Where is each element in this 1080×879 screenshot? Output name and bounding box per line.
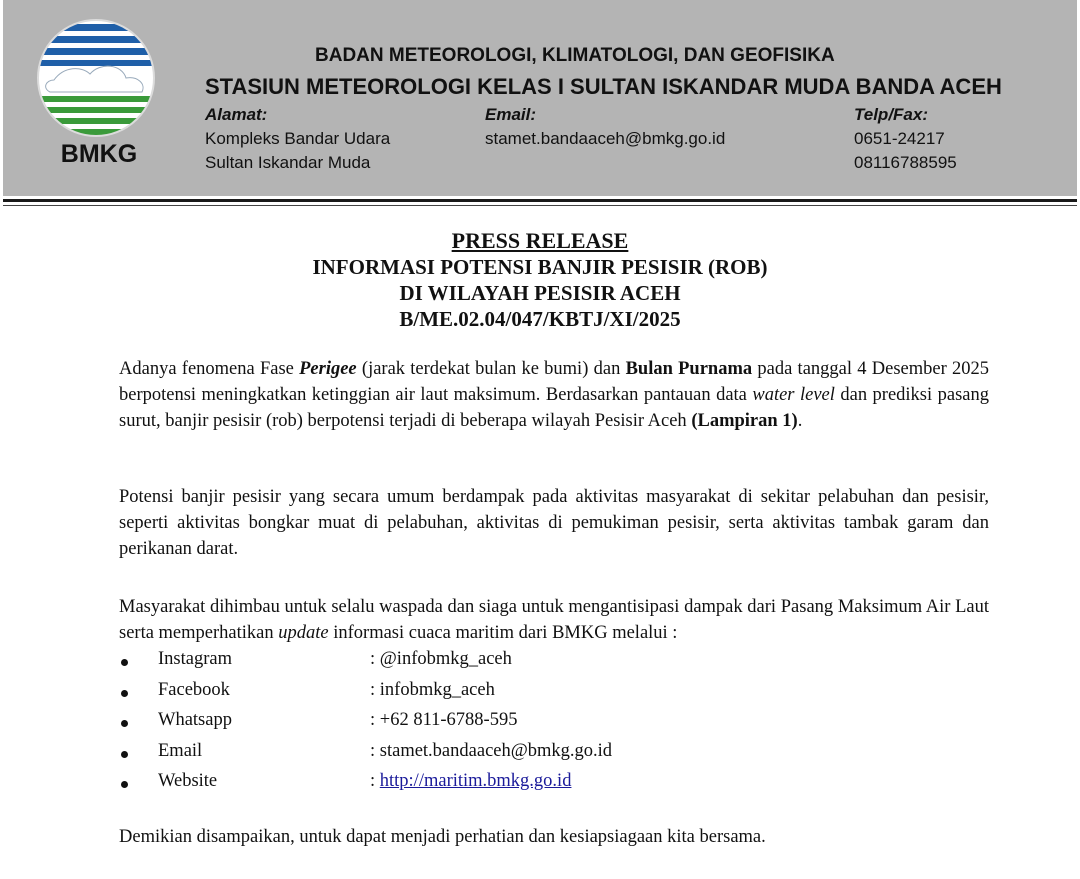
p1-text-2: (jarak terdekat bulan ke bumi) dan — [356, 359, 626, 379]
bullet-icon — [121, 659, 128, 666]
p1-text-1: Adanya fenomena Fase — [119, 359, 300, 379]
bullet-icon — [121, 690, 128, 697]
list-item — [119, 649, 819, 680]
lampiran-ref: (Lampiran 1) — [691, 411, 798, 431]
logo-wordmark: BMKG — [60, 140, 138, 168]
contact-value: : infobmkg_aceh — [370, 679, 495, 700]
title-line2: DI WILAYAH PESISIR ACEH — [399, 281, 681, 305]
address-line1: Kompleks Bandar Udara — [205, 129, 391, 148]
website-colon: : — [370, 771, 380, 791]
contact-value: : @infobmkg_aceh — [370, 649, 512, 669]
bullet-icon — [121, 720, 128, 727]
email-block — [485, 103, 725, 151]
contact-list — [119, 649, 819, 802]
bullet-icon — [121, 751, 128, 758]
document-number: B/ME.02.04/047/KBTJ/XI/2025 — [399, 307, 681, 331]
email-label: Email: — [485, 105, 537, 124]
contact-label: Whatsapp — [158, 710, 232, 730]
contact-label: Website — [158, 771, 218, 791]
bmkg-logo-icon — [34, 16, 158, 140]
letterhead — [3, 0, 1077, 196]
bulan-purnama-term: Bulan Purnama — [625, 359, 753, 379]
title-block — [0, 228, 1080, 332]
contact-label: Facebook — [158, 679, 230, 700]
telfax-block — [854, 103, 957, 175]
address-line2: Sultan Iskandar Muda — [205, 153, 371, 172]
contact-label: Instagram — [158, 649, 232, 669]
station-name: STASIUN METEOROLOGI KELAS I SULTAN ISKANDAR MUDA BANDA ACEH — [205, 74, 1002, 99]
perigee-term: Perigee — [299, 359, 357, 379]
contact-value: : +62 811-6788-595 — [370, 710, 518, 730]
update-term: update — [278, 623, 329, 643]
p1-text-3: pada tanggal 4 Desember 2025 berpotensi meningkatkan ketinggian air laut maksimum. Berdasarkan pantauan data — [119, 359, 989, 405]
p3-text-2: informasi cuaca maritim dari BMKG melalui : — [328, 623, 678, 643]
p1-text-5: . — [797, 411, 803, 431]
paragraph-1 — [119, 356, 989, 434]
list-item — [119, 771, 819, 802]
address-label: Alamat: — [205, 105, 268, 124]
list-item — [119, 741, 819, 772]
p1-text-4: dan prediksi pasang surut, banjir pesisir (rob) berpotensi terjadi di beberapa wilayah Pesisir Aceh — [119, 385, 989, 431]
paragraph-2: Potensi banjir pesisir yang secara umum berdampak pada aktivitas masyarakat di sekitar pelabuhan dan pesisir, seperti aktivitas bongkar muat di pelabuhan, aktivitas di pemukiman pesisir, serta aktivitas tambak garam dan perikanan darat. — [119, 487, 989, 559]
header-rule-thick — [3, 199, 1077, 202]
bullet-icon — [121, 781, 128, 788]
p3-text-1: Masyarakat dihimbau untuk selalu waspada dan siaga untuk mengantisipasi dampak dari Pasang Maksimum Air Laut serta memperhatikan — [119, 597, 989, 643]
telfax-label: Telp/Fax: — [854, 105, 928, 124]
website-link[interactable]: http://maritim.bmkg.go.id — [379, 771, 572, 791]
paragraph-3 — [119, 594, 989, 646]
agency-name: BADAN METEOROLOGI, KLIMATOLOGI, DAN GEOFISIKA — [315, 45, 835, 66]
list-item — [119, 680, 819, 711]
contact-value — [370, 771, 571, 792]
closing-paragraph: Demikian disampaikan, untuk dapat menjadi perhatian dan kesiapsiagaan kita bersama. — [119, 827, 766, 847]
contact-label: Email — [158, 740, 203, 761]
header-rule-thin — [3, 205, 1077, 206]
telfax-line2: 08116788595 — [854, 153, 957, 172]
water-level-term: water level — [752, 385, 835, 405]
contact-value: : stamet.bandaaceh@bmkg.go.id — [370, 740, 613, 761]
press-release-heading: PRESS RELEASE — [451, 228, 629, 253]
address-block — [205, 103, 390, 175]
title-line1: INFORMASI POTENSI BANJIR PESISIR (ROB) — [312, 255, 768, 279]
telfax-line1: 0651-24217 — [854, 129, 945, 148]
list-item — [119, 710, 819, 741]
email-value: stamet.bandaaceh@bmkg.go.id — [485, 129, 726, 148]
